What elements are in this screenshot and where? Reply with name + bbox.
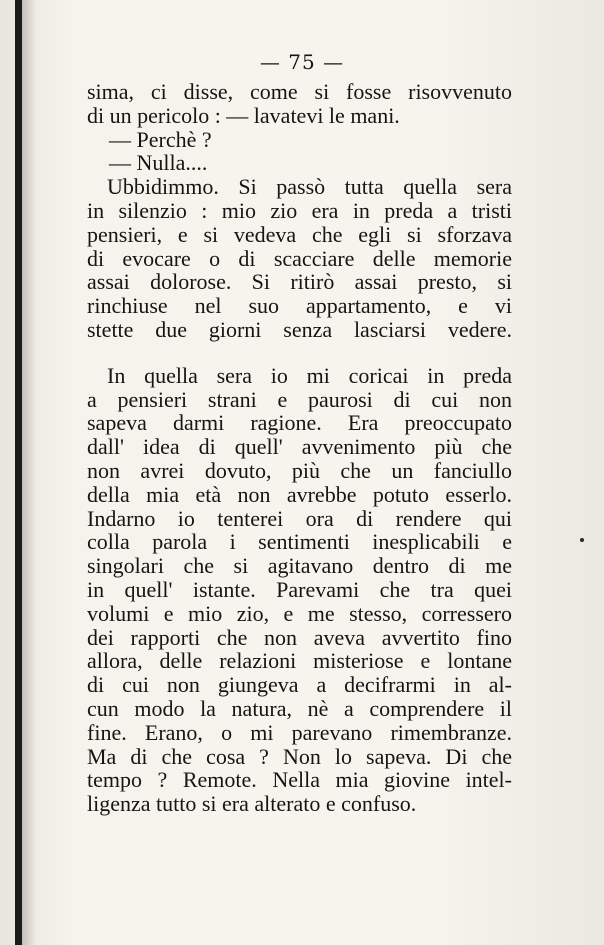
page-number: — 75 — — [259, 50, 345, 74]
text-line: fine. Erano, o mi parevano rimembranze. — [87, 719, 512, 745]
paragraph-gap — [87, 342, 512, 364]
text-line: stette due giorni senza lasciarsi vedere. — [87, 316, 512, 342]
text-line: pensieri, e si vedeva che egli si sforzava — [87, 221, 512, 247]
body-text — [87, 80, 512, 816]
text-line: singolari che si agitavano dentro di me — [87, 553, 512, 579]
text-line: non avrei dovuto, più che un fanciullo — [87, 457, 512, 483]
text-line: della mia età non avrebbe potuto esserlo. — [87, 481, 512, 507]
binding-edge — [15, 0, 22, 945]
text-line: colla parola i sentimenti inesplicabili e — [87, 529, 512, 555]
text-line: Indarno io tenterei ora di rendere qui — [87, 505, 512, 531]
text-line: Ubbidimmo. Si passò tutta quella sera — [107, 174, 512, 200]
text-line: in quell' istante. Parevami che tra quei — [87, 576, 512, 602]
text-line: sima, ci disse, come si fosse risovvenuto — [87, 79, 512, 104]
text-line: cun modo la natura, nè a comprendere il — [87, 695, 512, 721]
text-line: volumi e mio zio, e me stesso, corressero — [87, 600, 512, 626]
text-line: rinchiuse nel suo appartamento, e vi — [87, 293, 512, 319]
dialogue-line: — Nulla.... — [109, 150, 208, 176]
ink-speck — [580, 538, 584, 542]
text-line: ligenza tutto si era alterato e confuso. — [87, 791, 417, 817]
binding-shadow — [22, 0, 36, 945]
text-line: dei rapporti che non aveva avvertito fino — [87, 624, 512, 650]
text-line: dall' idea di quell' avvenimento più che — [87, 434, 512, 460]
text-line: In quella sera io mi coricai in preda — [107, 362, 512, 388]
text-line: di evocare o di scacciare delle memorie — [87, 245, 512, 271]
text-line: tempo ? Remote. Nella mia giovine intel- — [87, 767, 512, 793]
text-line: allora, delle relazioni misteriose e lontane — [87, 648, 512, 674]
text-line: a pensieri strani e paurosi di cui non — [87, 386, 512, 412]
text-line: di un pericolo : — lavatevi le mani. — [87, 102, 400, 128]
text-line: assai dolorose. Si ritirò assai presto, si — [87, 269, 512, 295]
text-line: sapeva darmi ragione. Era preoccupato — [87, 410, 512, 436]
text-line: di cui non giungeva a decifrarmi in al- — [87, 672, 512, 698]
text-line: Ma di che cosa ? Non lo sapeva. Di che — [87, 743, 512, 769]
text-line: in silenzio : mio zio era in preda a tristi — [87, 197, 512, 223]
dialogue-line: — Perchè ? — [109, 126, 212, 152]
